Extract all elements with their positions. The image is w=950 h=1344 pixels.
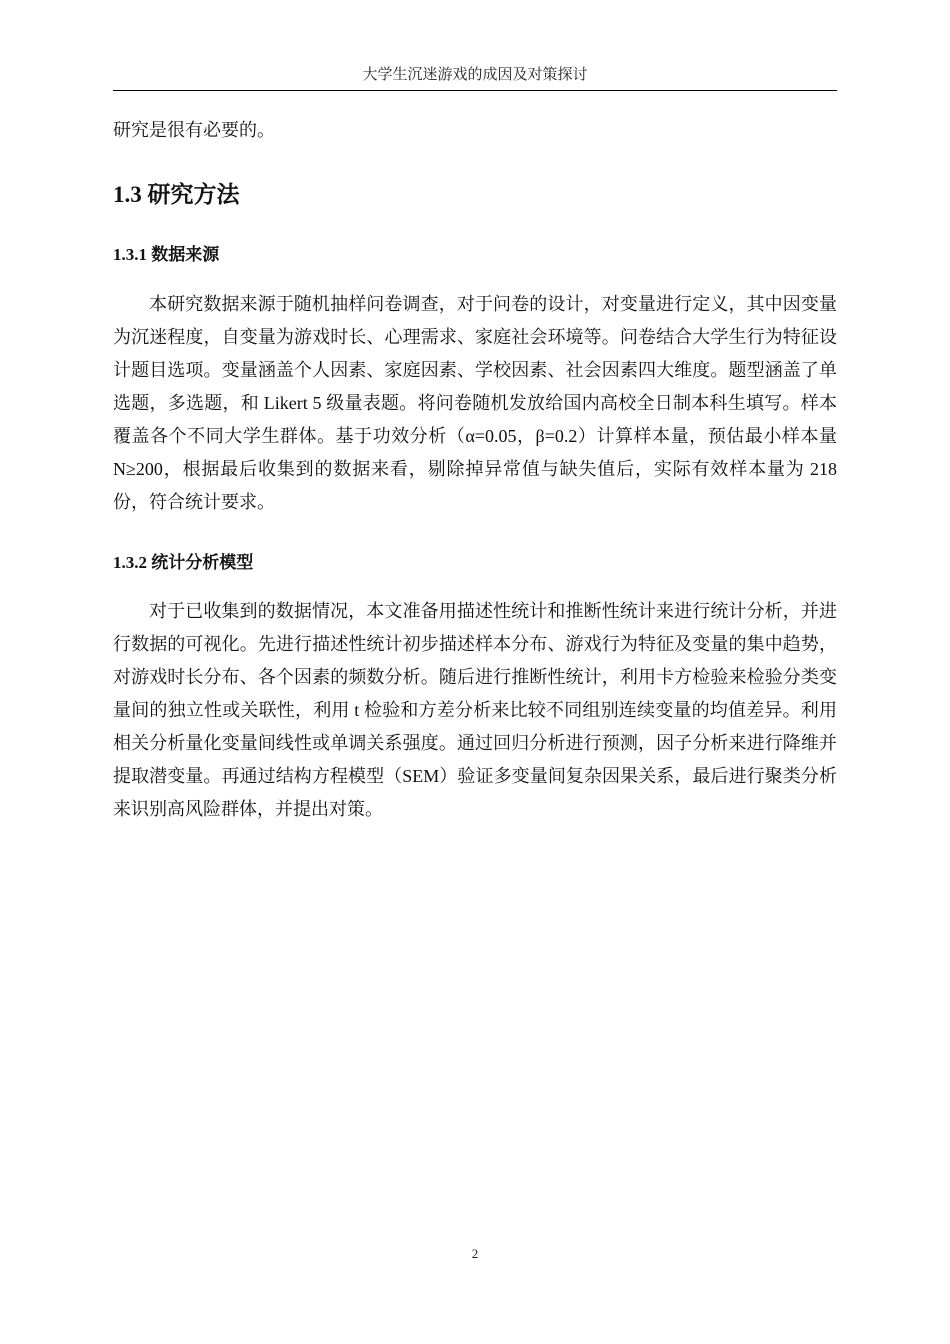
subsection-heading-analysis-model: 1.3.2 统计分析模型 (113, 553, 254, 572)
paragraph-data-source: 本研究数据来源于随机抽样问卷调查，对于问卷的设计，对变量进行定义，其中因变量为沉迷程度，自变量为游戏时长、心理需求、家庭社会环境等。问卷结合大学生行为特征设计题目选项。变量涵盖个人因素、家庭因素、学校因素、社会因素四大维度。题型涵盖了单选题，多选题，和 Likert 5 级量表题。将问卷随机发放给国内高校全日制本科生填写。样本覆盖各个不同大学生群体。基于功效分析（α=0.05，β=0.2）计算样本量，预估最小样本量 N≥200，根据最后收集到的数据来看，剔除掉异常值与缺失值后，实际有效样本量为 218 份，符合统计要求。 (113, 294, 837, 512)
subsection-heading-data-source: 1.3.1 数据来源 (113, 245, 220, 264)
continuation-paragraph: 研究是很有必要的。 (113, 120, 275, 140)
running-header (113, 64, 837, 91)
running-header-title: 大学生沉迷游戏的成因及对策探讨 (362, 67, 588, 83)
paragraph-analysis-model: 对于已收集到的数据情况，本文准备用描述性统计和推断性统计来进行统计分析，并进行数据的可视化。先进行描述性统计初步描述样本分布、游戏行为特征及变量的集中趋势，对游戏时长分布、各个因素的频数分析。随后进行推断性统计，利用卡方检验来检验分类变量间的独立性或关联性，利用 t 检验和方差分析来比较不同组别连续变量的均值差异。利用相关分析量化变量间线性或单调关系强度。通过回归分析进行预测，因子分析来进行降维并提取潜变量。再通过结构方程模型（SEM）验证多变量间复杂因果关系，最后进行聚类分析来识别高风险群体，并提出对策。 (113, 601, 837, 819)
page-number: 2 (471, 1246, 479, 1261)
section-heading: 1.3 研究方法 (113, 182, 240, 207)
